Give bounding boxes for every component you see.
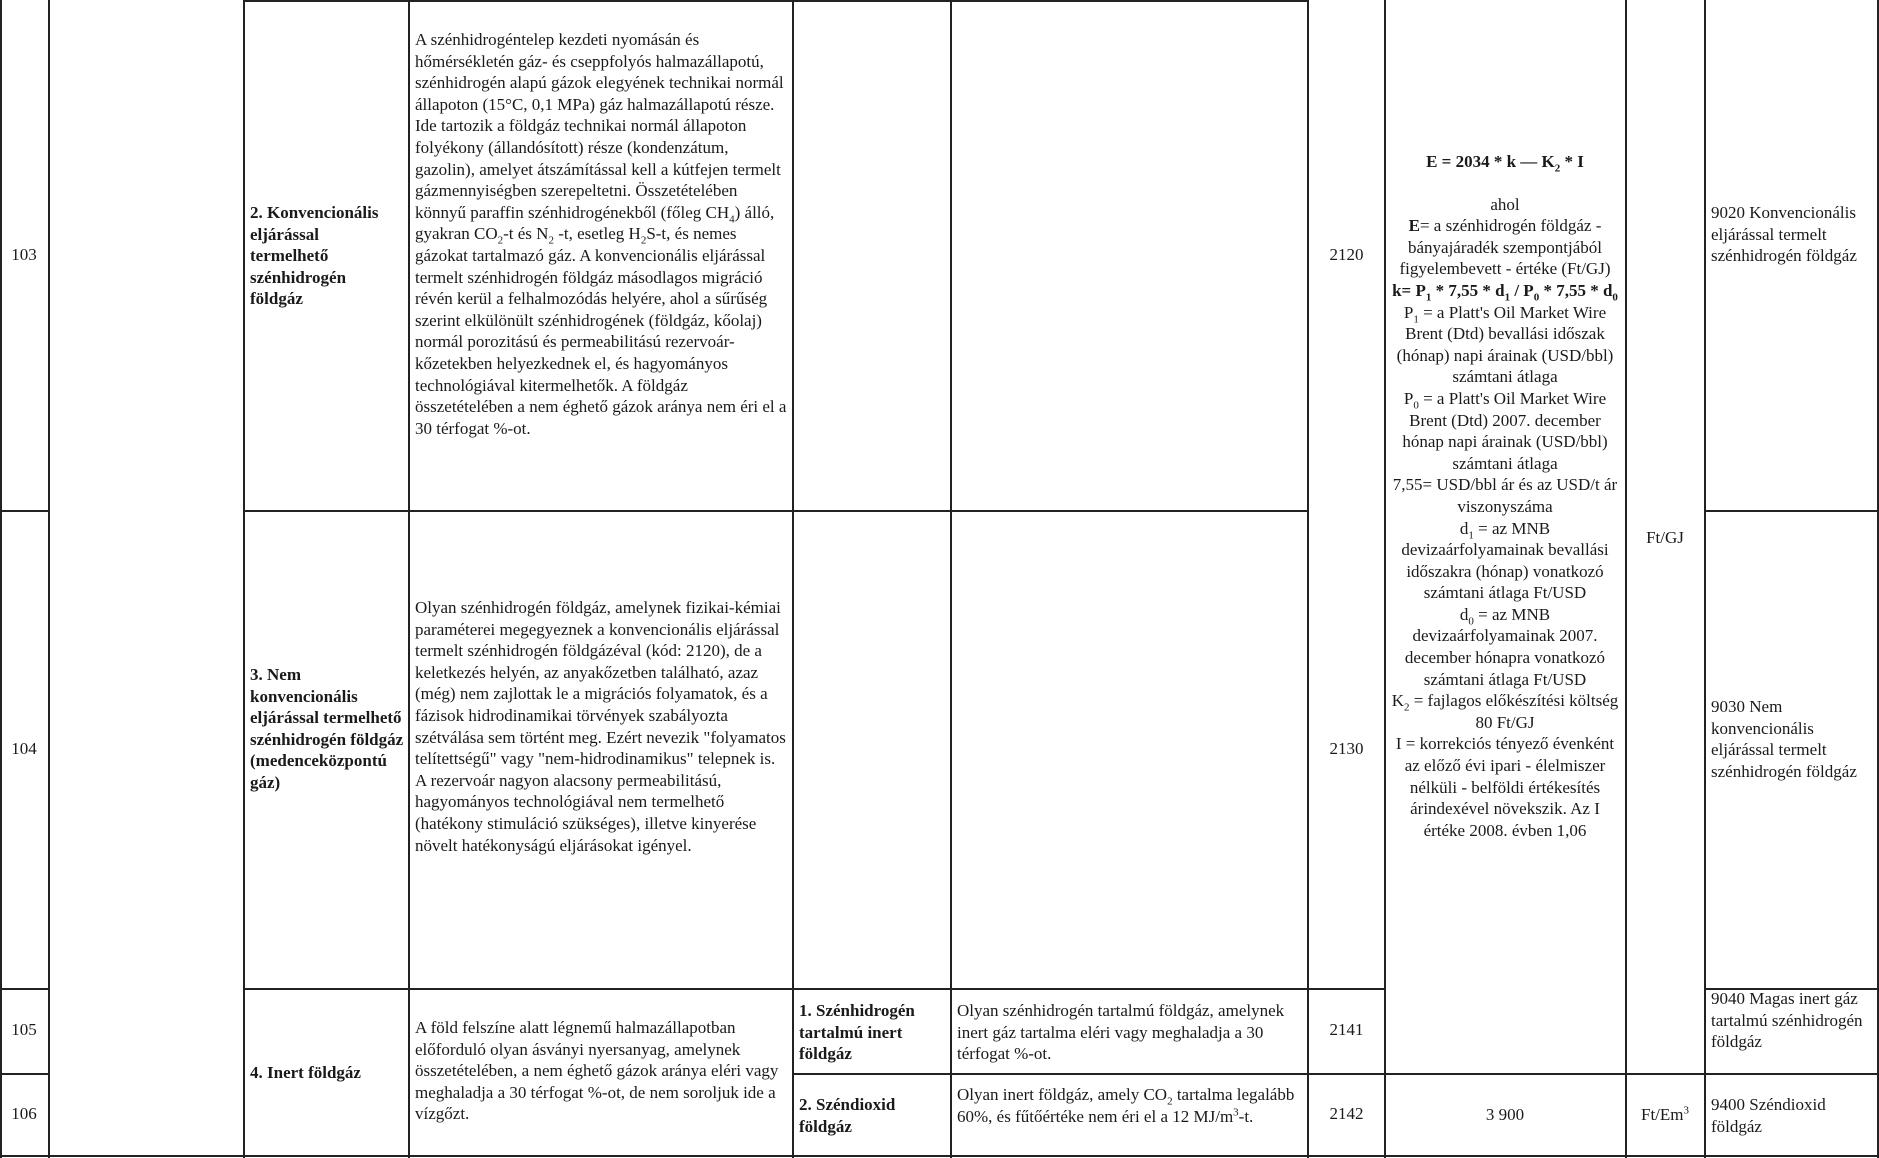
grid-line bbox=[408, 0, 410, 1158]
value-cell: 3 900 bbox=[1485, 1105, 1525, 1124]
grid-line bbox=[792, 1073, 1384, 1075]
formula-def-ratio: 7,55= USD/bbl ár és az USD/t ár viszonyszáma bbox=[1392, 475, 1618, 516]
row-number: 106 bbox=[11, 1104, 37, 1123]
grid-line bbox=[243, 988, 1384, 990]
formula-def-p1: $P_1 = a$ Platt's Oil Market Wire Brent (Dtd) bevallási időszak (hónap) napi árainak (USD/bbl) számtani átlaga bbox=[1396, 302, 1614, 387]
row-number: 103 bbox=[11, 245, 37, 264]
formula-def-d1: $d_1$ = az MNB devizaárfolyamainak bevallási időszakra (hónap) vonatkozó számtani átlaga Ft/USD bbox=[1401, 518, 1609, 603]
grid-line bbox=[243, 510, 1307, 512]
grid-line bbox=[0, 510, 48, 512]
category-name: 2. Konvencionális eljárással termelhető szénhidrogén földgáz bbox=[250, 203, 379, 309]
grid-line bbox=[0, 0, 2, 1158]
code-cell: 2142 bbox=[1329, 1104, 1364, 1123]
formula-def-k: $k= P_1 * 7,55 * d_1 / P_0 * 7,55 * d_0$ bbox=[1392, 280, 1618, 304]
grid-line bbox=[1704, 510, 1879, 512]
grid-line bbox=[1307, 0, 1309, 1158]
category-description: A föld felszíne alatt légnemű halmazállapotban előforduló olyan ásványi nyersanyag, amelynek összetételében, a nem éghető gázok aránya eléri vagy meghaladja a 30 térfogat %-ot, de nem soroljuk ide a vízgőzt. bbox=[415, 1018, 779, 1124]
code-cell: 2120 bbox=[1329, 245, 1364, 264]
formula-def-k2: $K_2$ = fajlagos előkészítési költség 80 Ft/GJ bbox=[1391, 691, 1619, 732]
account-name: 9020 Konvencionális eljárással termelt szénhidrogén földgáz bbox=[1711, 203, 1857, 266]
grid-line bbox=[0, 988, 48, 990]
formula-def-e: E= a szénhidrogén földgáz - bányajáradék szempontjából figyelembevett - értéke (Ft/GJ) bbox=[1399, 216, 1611, 279]
category-description: A szénhidrogéntelep kezdeti nyomásán és hőmérsékletén gáz- és cseppfolyós halmazállapotú, szénhidrogén alapú gázok elegyének technikai normál állapoton (15°C, 0,1 MPa) gáz halmazállapotú része. Ide tartozik a földgáz technikai normál állapoton folyékony (állandósított) része (kondenzátum, gazolin), amelyet átszámítással kell a kútfejen termelt gázmennyiségben szerepeltetni. Összetételében könnyű paraffin szénhidrogénekből (főleg $CH_4$) álló, gyakran $CO_2-t$ és $N_2$ -t, esetleg $H_2S-t$, és nemes gázokat tartalmazó gáz. A konvencionális eljárással termelt szénhidrogén földgáz másodlagos migráció révén kerül a felhalmozódás helyére, ahol a sűrűség szerint elkülönült szénhidrogének (földgáz, kőolaj) normál porozitású és permeabilitású rezervoár-kőzetekben helyezkednek el, és hagyományos technológiával kitermelhetők. A földgáz összetételében a nem éghető gázok aránya nem éri el a 30 térfogat %-ot. bbox=[415, 30, 787, 438]
category-name: 3. Nem konvencionális eljárással termelhető szénhidrogén földgáz (medenceközpontú gáz) bbox=[250, 665, 404, 792]
subcategory-name: 1. Szénhidrogén tartalmú inert földgáz bbox=[799, 1001, 915, 1064]
code-cell: 2141 bbox=[1329, 1020, 1364, 1039]
formula-def-i: I = korrekciós tényező évenként az előző évi ipari - élelmiszer nélküli - belföldi értékesítés árindexével növekszik. Az I értéke 2008. évben 1,06 bbox=[1395, 734, 1615, 840]
account-name: 9030 Nem konvencionális eljárással termelt szénhidrogén földgáz bbox=[1711, 697, 1857, 781]
row-number: 104 bbox=[11, 739, 37, 758]
grid-line bbox=[243, 0, 1307, 2]
account-name: 9400 Széndioxid földgáz bbox=[1711, 1095, 1826, 1136]
formula-ahol: ahol bbox=[1490, 194, 1520, 214]
formula-def-d0: $d_0$ = az MNB devizaárfolyamainak 2007. december hónapra vonatkozó számtani átlaga Ft/USD bbox=[1404, 604, 1606, 689]
formula-def-p0: $P_0 = a$ Platt's Oil Market Wire Brent (Dtd) 2007. december hónap napi árainak (USD/bbl) számtani átlaga bbox=[1402, 388, 1608, 473]
category-name: 4. Inert földgáz bbox=[250, 1063, 361, 1082]
subcategory-name: 2. Széndioxid földgáz bbox=[799, 1095, 896, 1136]
grid-line bbox=[1877, 0, 1879, 1158]
formula-block bbox=[1390, 151, 1620, 841]
subcategory-description: Olyan szénhidrogén tartalmú földgáz, amelynek inert gáz tartalma eléri vagy meghaladja a 30 térfogat %-ot. bbox=[957, 1001, 1285, 1064]
account-name: 9040 Magas inert gáz tartalmú szénhidrogén földgáz bbox=[1711, 989, 1863, 1052]
grid-line bbox=[792, 0, 794, 1158]
row-number: 105 bbox=[11, 1020, 37, 1039]
grid-line bbox=[48, 0, 50, 1158]
subcategory-description: Olyan inert földgáz, amely $CO_2$ tartalma legalább 60%, és fűtőértéke nem éri el a 12 $MJ/m^3-t$. bbox=[957, 1085, 1295, 1126]
grid-line bbox=[950, 0, 952, 1158]
grid-line bbox=[0, 1155, 1879, 1157]
grid-line bbox=[243, 0, 245, 1158]
unit-cell: Ft/GJ bbox=[1646, 528, 1684, 547]
grid-line bbox=[1704, 0, 1706, 1158]
grid-line bbox=[1384, 0, 1386, 1158]
unit-cell: Ft/Em$^3$ bbox=[1640, 1104, 1689, 1124]
category-description: Olyan szénhidrogén földgáz, amelynek fizikai-kémiai paraméterei megegyeznek a konvencionális eljárással termelt szénhidrogén földgázéval (kód: 2120), de a keletkezés helyén, az anyakőzetben található, azaz (még) nem zajlottak le a migrációs folyamatok, és a fázisok hidrodinamikai törvények szabályozta szétválása sem történt meg. Ezért nevezik "folyamatos telítettségű" vagy "nem-hidrodinamikus" telepnek is. A rezervoár nagyon alacsony permeabilitású, hagyományos technológiával nem termelhető (hatékony stimuláció szükséges), illetve kinyerése növelt hatékonyságú eljárásokat igényel. bbox=[415, 598, 786, 855]
formula-main: E = 2034 * k — $K_2$ * I bbox=[1426, 152, 1584, 175]
grid-line bbox=[1384, 1073, 1879, 1075]
grid-line bbox=[1625, 0, 1627, 1158]
code-cell: 2130 bbox=[1329, 739, 1364, 758]
grid-line bbox=[0, 1073, 48, 1075]
